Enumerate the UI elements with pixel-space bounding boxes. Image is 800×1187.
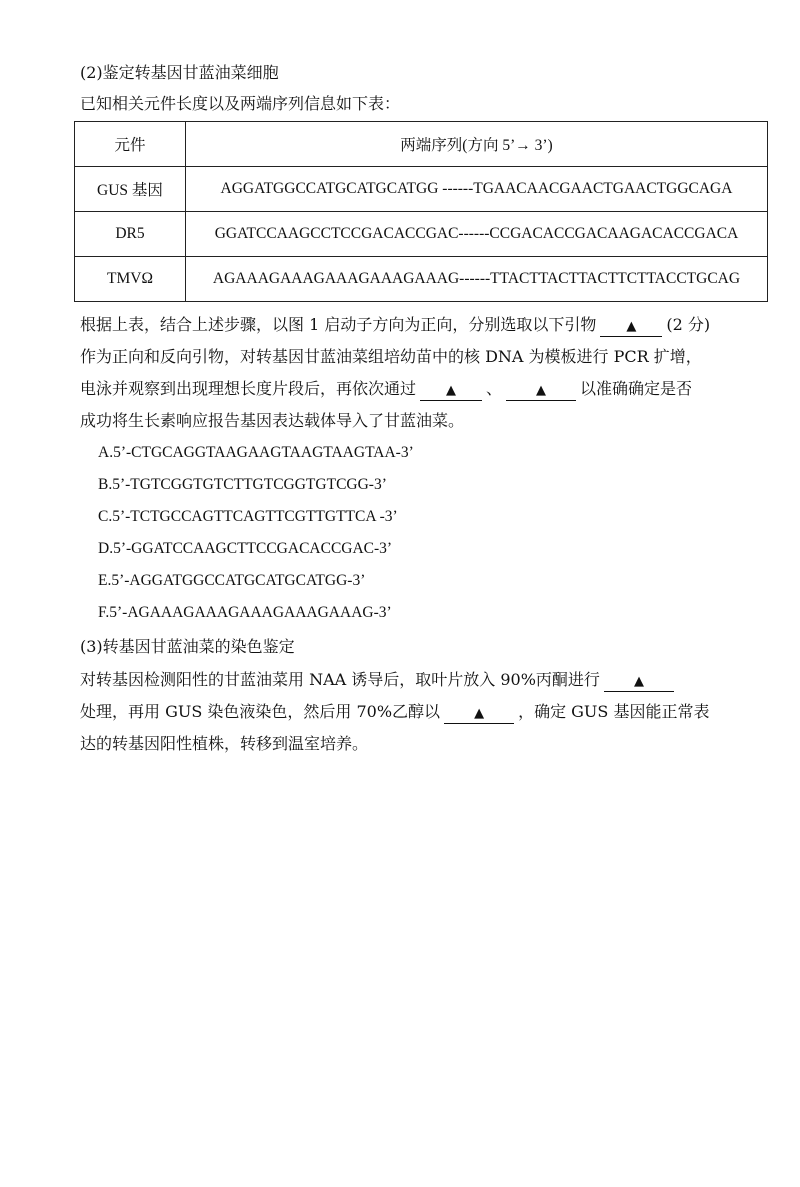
table-header-element: 元件 <box>75 122 186 167</box>
option-d: D.5’-GGATCCAAGCTTCCGACACCGAC-3’ <box>98 540 393 557</box>
option-f: F.5’-AGAAAGAAAGAAAGAAAGAAAG-3’ <box>98 604 392 621</box>
option-b: B.5’-TGTCGGTGTCTTGTCGGTGTCGG-3’ <box>98 476 387 493</box>
triangle-icon: ▲ <box>536 383 547 398</box>
triangle-icon: ▲ <box>474 706 485 721</box>
paragraph2-line1: 对转基因检测阳性的甘蓝油菜用 NAA 诱导后，取叶片放入 90%丙酮进行 ▲ <box>80 669 678 692</box>
table-intro: 已知相关元件长度以及两端序列信息如下表： <box>80 94 401 113</box>
answer-blank[interactable] <box>604 671 674 692</box>
table-cell-element: DR5 <box>75 212 186 257</box>
paragraph2-line2: 处理，再用 GUS 染色液染色，然后用 70%乙醇以 ▲ ，确定 GUS 基因能正常表 <box>80 701 709 724</box>
table-header-sequence: 两端序列(方向 5’→ 3’) <box>186 122 768 167</box>
table-row <box>75 212 768 257</box>
triangle-icon: ▲ <box>633 674 644 689</box>
table-cell-element: TMVΩ <box>75 257 186 302</box>
section3-title: (3)转基因甘蓝油菜的染色鉴定 <box>80 637 295 656</box>
table-cell-sequence: GGATCCAAGCCTCCGACACCGAC------CCGACACCGACAAGACACCGACA <box>186 212 768 257</box>
answer-blank[interactable] <box>600 316 662 337</box>
table-row <box>75 167 768 212</box>
triangle-icon: ▲ <box>626 319 637 334</box>
table-row <box>75 257 768 302</box>
paragraph1-line4: 成功将生长素响应报告基因表达载体导入了甘蓝油菜。 <box>80 411 465 430</box>
answer-blank[interactable] <box>420 380 482 401</box>
paragraph1-line1: 根据上表，结合上述步骤，以图 1 启动子方向为正向，分别选取以下引物 ▲ (2 分) <box>80 314 710 337</box>
option-e: E.5’-AGGATGGCCATGCATGCATGG-3’ <box>98 572 366 589</box>
paragraph1-line3: 电泳并观察到出现理想长度片段后，再依次通过 ▲ 、 ▲ 以准确确定是否 <box>80 378 692 401</box>
table-cell-sequence: AGGATGGCCATGCATGCATGG ------TGAACAACGAACTGAACTGGCAGA <box>186 167 768 212</box>
option-a: A.5’-CTGCAGGTAAGAAGTAAGTAAGTAA-3’ <box>98 444 414 461</box>
section2-title: (2)鉴定转基因甘蓝油菜细胞 <box>80 63 279 82</box>
table-cell-sequence: AGAAAGAAAGAAAGAAAGAAAG------TTACTTACTTACTTCTTACCTGCAG <box>186 257 768 302</box>
answer-blank[interactable] <box>444 703 514 724</box>
option-c: C.5’-TCTGCCAGTTCAGTTCGTTGTTCA -3’ <box>98 508 398 525</box>
element-table <box>74 121 768 302</box>
triangle-icon: ▲ <box>446 383 457 398</box>
answer-blank[interactable] <box>506 380 576 401</box>
paragraph1-line2: 作为正向和反向引物，对转基因甘蓝油菜组培幼苗中的核 DNA 为模板进行 PCR 扩增， <box>80 347 702 366</box>
table-header-row <box>75 122 768 167</box>
table-cell-element: GUS 基因 <box>75 167 186 212</box>
paragraph2-line3: 达的转基因阳性植株，转移到温室培养。 <box>80 734 369 753</box>
